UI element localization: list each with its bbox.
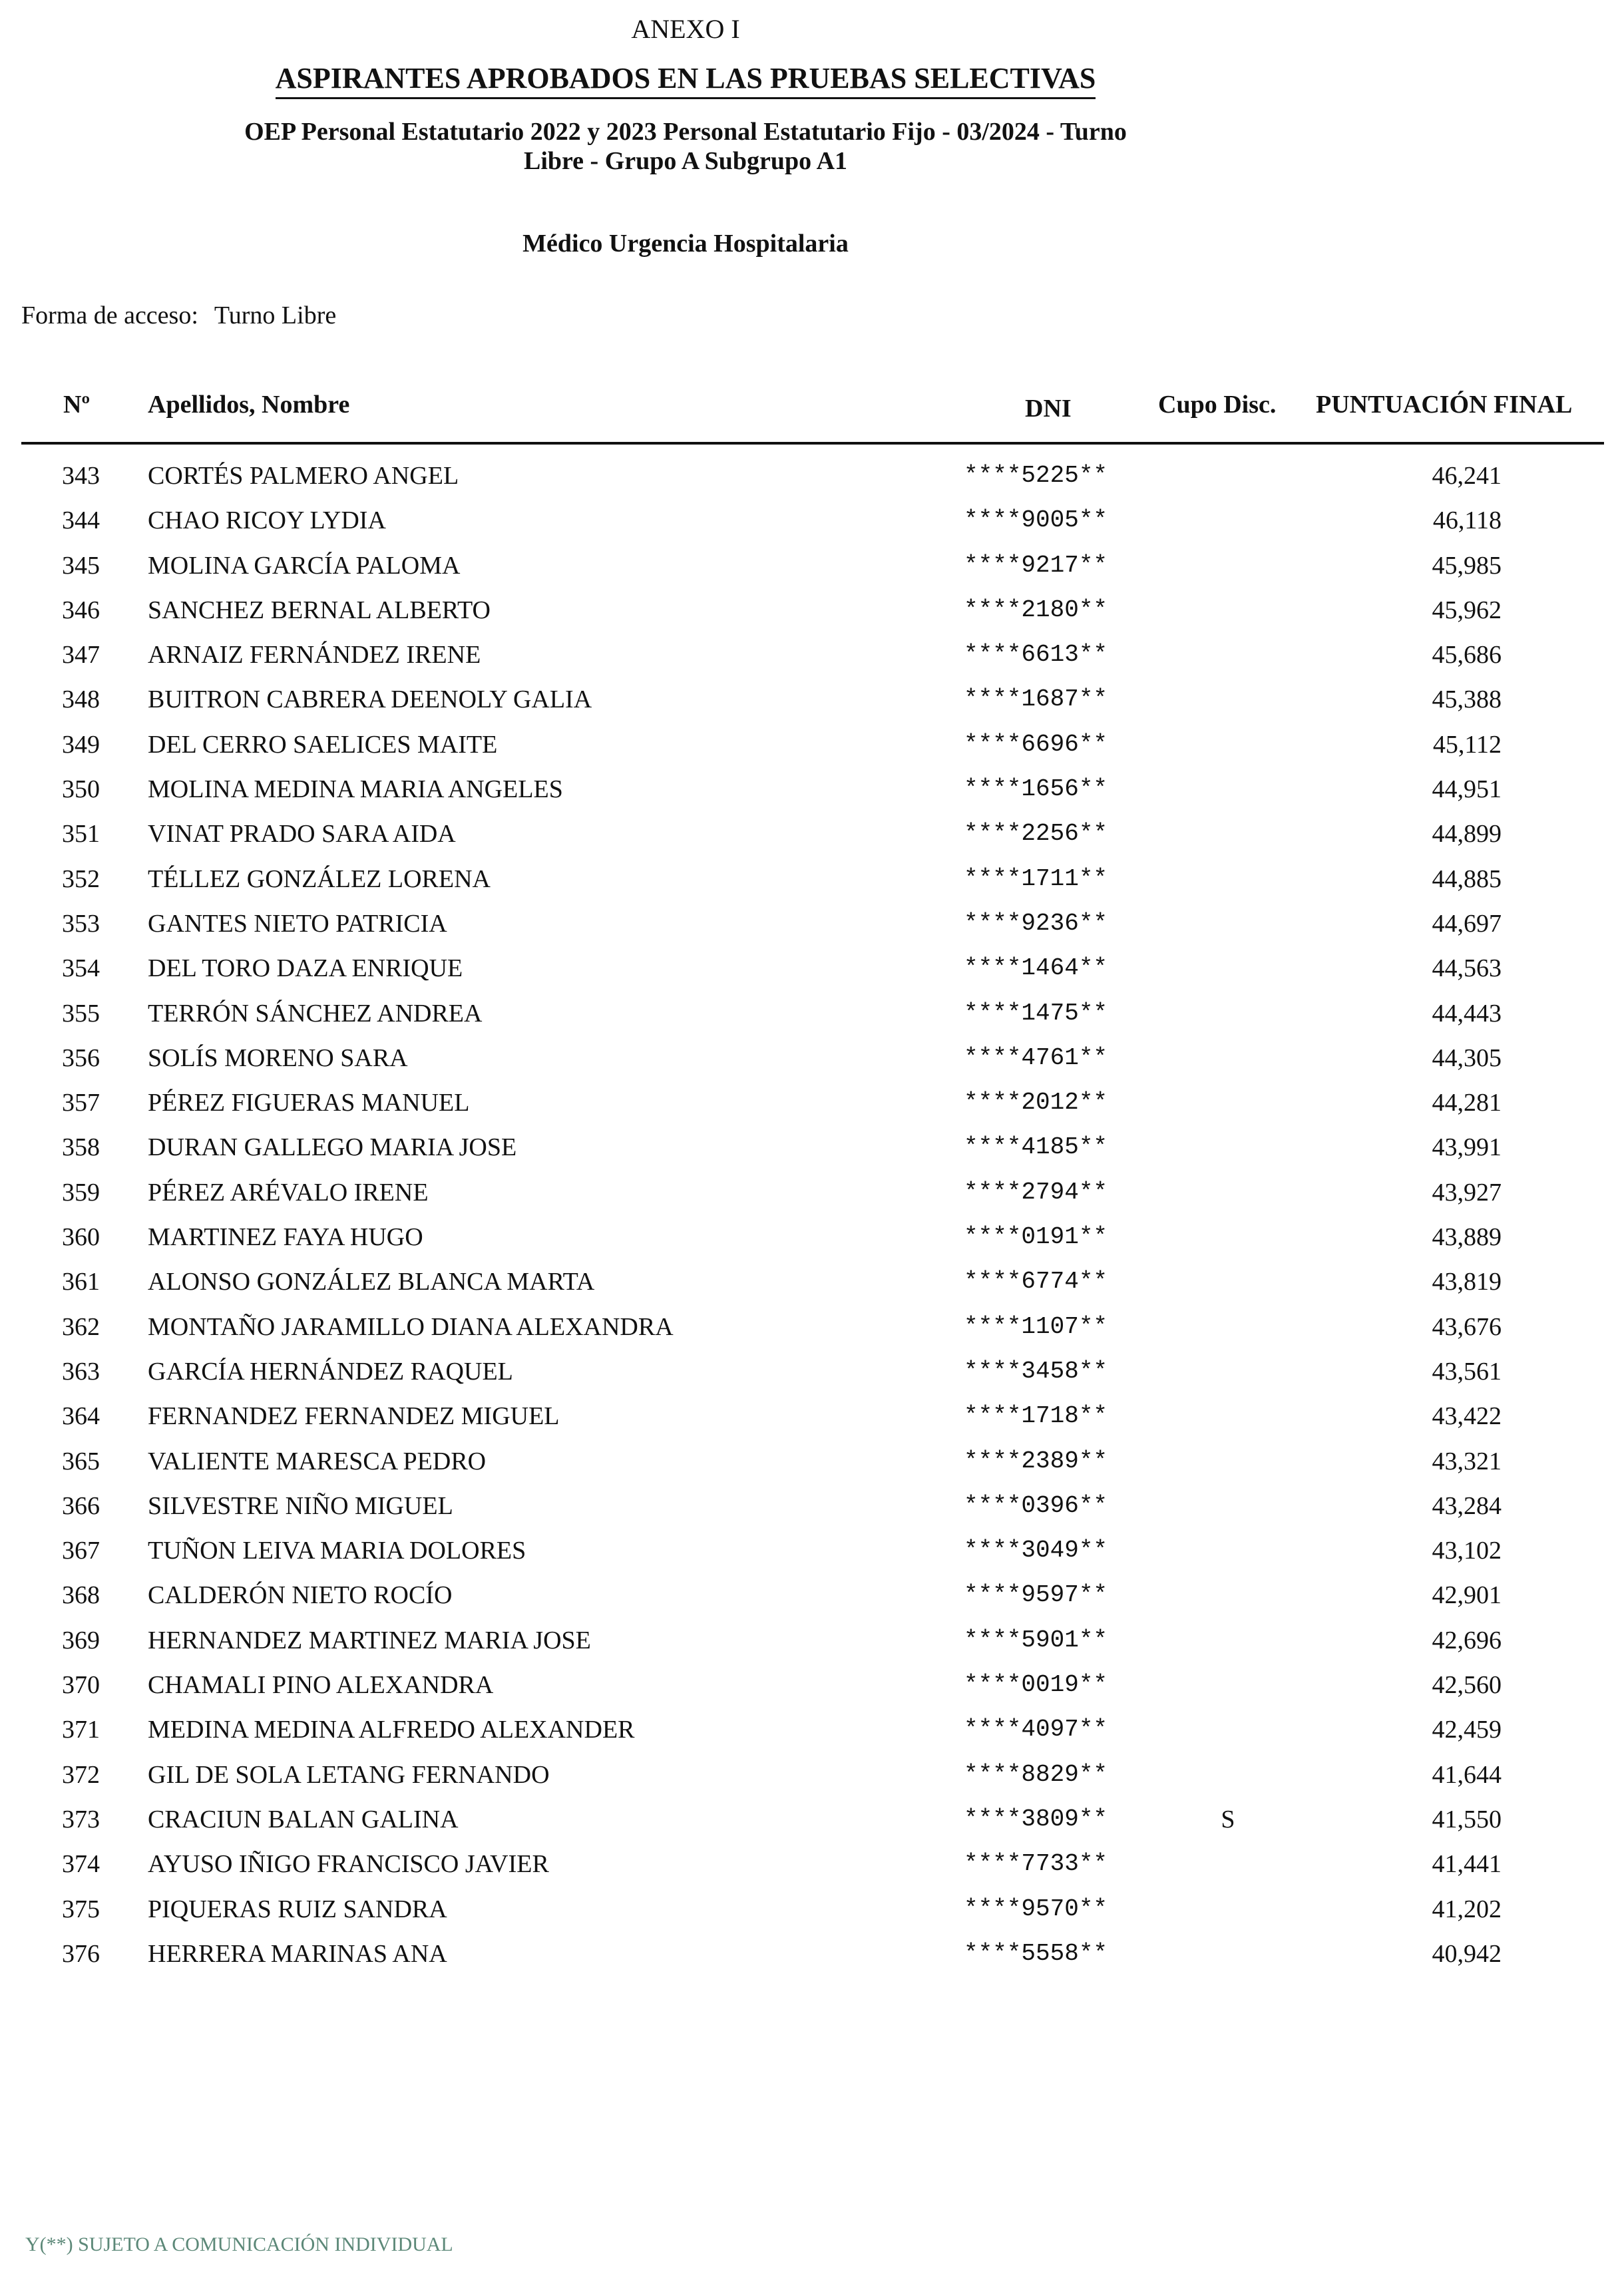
annex-label: ANEXO I	[631, 14, 740, 44]
row-number: 366	[62, 1491, 100, 1520]
row-score: 42,901	[1432, 1581, 1502, 1610]
row-score: 44,899	[1432, 820, 1502, 849]
column-header-score: PUNTUACIÓN FINAL	[1316, 391, 1573, 419]
row-dni: ****5558**	[964, 1939, 1108, 1967]
row-name: ALONSO GONZÁLEZ BLANCA MARTA	[148, 1268, 595, 1296]
header-divider	[21, 442, 1604, 445]
row-score: 44,951	[1432, 775, 1502, 804]
row-name: GARCÍA HERNÁNDEZ RAQUEL	[148, 1357, 513, 1386]
row-name: CHAO RICOY LYDIA	[148, 506, 386, 535]
table-row	[0, 1844, 1624, 1889]
row-score: 44,697	[1432, 909, 1502, 938]
row-number: 361	[62, 1268, 100, 1296]
row-name: MOLINA MEDINA MARIA ANGELES	[148, 775, 563, 804]
row-score: 44,305	[1432, 1044, 1502, 1072]
column-header-cupo: Cupo Disc.	[1158, 391, 1277, 419]
row-number: 353	[62, 909, 100, 938]
row-number: 358	[62, 1133, 100, 1162]
row-score: 44,563	[1432, 954, 1502, 983]
row-number: 362	[62, 1312, 100, 1341]
row-score: 41,644	[1432, 1760, 1502, 1789]
row-name: TUÑON LEIVA MARIA DOLORES	[148, 1537, 526, 1565]
table-row	[0, 1127, 1624, 1172]
row-dni: ****0396**	[964, 1491, 1108, 1519]
table-row	[0, 1038, 1624, 1083]
row-score: 40,942	[1432, 1939, 1502, 1968]
row-number: 347	[62, 641, 100, 669]
row-dni: ****6696**	[964, 730, 1108, 758]
row-dni: ****2180**	[964, 596, 1108, 624]
subtitle-line-2: Libre - Grupo A Subgrupo A1	[523, 147, 848, 175]
row-name: DEL TORO DAZA ENRIQUE	[148, 954, 463, 983]
row-dni: ****3809**	[964, 1805, 1108, 1833]
table-row	[0, 1934, 1624, 1979]
row-score: 43,284	[1432, 1491, 1502, 1520]
access-label: Forma de acceso:	[21, 301, 198, 329]
row-score: 45,686	[1432, 641, 1502, 669]
row-number: 373	[62, 1805, 100, 1833]
row-score: 45,985	[1432, 551, 1502, 580]
row-score: 42,560	[1432, 1671, 1502, 1700]
row-score: 46,118	[1432, 506, 1502, 535]
table-row	[0, 456, 1624, 500]
row-dni: ****5901**	[964, 1626, 1108, 1654]
row-name: CALDERÓN NIETO ROCÍO	[148, 1581, 453, 1610]
row-name: HERRERA MARINAS ANA	[148, 1939, 447, 1968]
table-row	[0, 1217, 1624, 1262]
row-score: 44,443	[1432, 999, 1502, 1028]
row-name: BUITRON CABRERA DEENOLY GALIA	[148, 685, 592, 714]
row-name: GANTES NIETO PATRICIA	[148, 909, 447, 938]
row-dni: ****4097**	[964, 1716, 1108, 1744]
row-dni: ****1711**	[964, 864, 1108, 892]
row-number: 363	[62, 1357, 100, 1386]
row-name: AYUSO IÑIGO FRANCISCO JAVIER	[148, 1850, 549, 1879]
row-name: DEL CERRO SAELICES MAITE	[148, 730, 498, 759]
row-name: MOLINA GARCÍA PALOMA	[148, 551, 461, 580]
row-number: 364	[62, 1402, 100, 1431]
row-dni: ****1475**	[964, 999, 1108, 1027]
row-dni: ****2256**	[964, 820, 1108, 848]
row-dni: ****6613**	[964, 641, 1108, 669]
row-name: MARTINEZ FAYA HUGO	[148, 1223, 423, 1252]
row-score: 45,112	[1432, 730, 1502, 759]
row-number: 345	[62, 551, 100, 580]
row-number: 355	[62, 999, 100, 1028]
row-name: CHAMALI PINO ALEXANDRA	[148, 1671, 494, 1700]
row-dni: ****2012**	[964, 1089, 1108, 1117]
column-header-dni: DNI	[1025, 395, 1072, 423]
table-row	[0, 1665, 1624, 1710]
subtitle-line-1: OEP Personal Estatutario 2022 y 2023 Personal Estatutario Fijo - 03/2024 - Turno	[244, 118, 1127, 146]
row-score: 41,550	[1432, 1805, 1502, 1833]
row-name: PÉREZ ARÉVALO IRENE	[148, 1178, 429, 1207]
table-row	[0, 500, 1624, 545]
row-name: DURAN GALLEGO MARIA JOSE	[148, 1133, 517, 1162]
row-name: MONTAÑO JARAMILLO DIANA ALEXANDRA	[148, 1312, 674, 1341]
row-score: 43,819	[1432, 1268, 1502, 1296]
document-title	[0, 61, 1371, 95]
access-form	[21, 301, 336, 330]
row-dni: ****9597**	[964, 1581, 1108, 1609]
footer-note: Y(**) SUJETO A COMUNICACIÓN INDIVIDUAL	[25, 2233, 453, 2255]
table-row	[0, 1396, 1624, 1441]
access-value: Turno Libre	[214, 301, 337, 329]
row-number: 356	[62, 1044, 100, 1072]
row-name: SILVESTRE NIÑO MIGUEL	[148, 1491, 453, 1520]
row-number: 359	[62, 1178, 100, 1207]
table-row	[0, 590, 1624, 635]
row-name: GIL DE SOLA LETANG FERNANDO	[148, 1760, 550, 1789]
table-row	[0, 1083, 1624, 1127]
results-table	[0, 456, 1624, 1979]
row-dni: ****0019**	[964, 1671, 1108, 1699]
row-name: FERNANDEZ FERNANDEZ MIGUEL	[148, 1402, 560, 1431]
table-row	[0, 1889, 1624, 1934]
row-name: HERNANDEZ MARTINEZ MARIA JOSE	[148, 1626, 591, 1654]
row-number: 371	[62, 1716, 100, 1744]
row-score: 44,281	[1432, 1089, 1502, 1117]
row-score: 46,241	[1432, 462, 1502, 490]
row-dni: ****8829**	[964, 1760, 1108, 1788]
table-row	[0, 1441, 1624, 1486]
row-number: 376	[62, 1939, 100, 1968]
row-dni: ****9217**	[964, 551, 1108, 579]
table-row	[0, 1307, 1624, 1352]
row-number: 344	[62, 506, 100, 535]
row-number: 348	[62, 685, 100, 714]
row-name: PÉREZ FIGUERAS MANUEL	[148, 1089, 470, 1117]
row-dni: ****7733**	[964, 1850, 1108, 1878]
table-row	[0, 859, 1624, 904]
row-number: 354	[62, 954, 100, 983]
row-name: SOLÍS MORENO SARA	[148, 1044, 408, 1072]
row-number: 368	[62, 1581, 100, 1610]
row-dni: ****1656**	[964, 775, 1108, 803]
row-number: 360	[62, 1223, 100, 1252]
row-number: 350	[62, 775, 100, 804]
row-name: VALIENTE MARESCA PEDRO	[148, 1447, 487, 1475]
row-score: 43,102	[1432, 1537, 1502, 1565]
row-number: 365	[62, 1447, 100, 1475]
table-row	[0, 1800, 1624, 1844]
row-dni: ****4761**	[964, 1044, 1108, 1071]
row-number: 369	[62, 1626, 100, 1654]
row-number: 351	[62, 820, 100, 849]
table-row	[0, 1710, 1624, 1754]
row-dni: ****9570**	[964, 1895, 1108, 1923]
row-name: PIQUERAS RUIZ SANDRA	[148, 1895, 447, 1923]
row-dni: ****0191**	[964, 1223, 1108, 1251]
row-dni: ****1464**	[964, 954, 1108, 982]
row-score: 41,441	[1432, 1850, 1502, 1879]
table-row	[0, 679, 1624, 724]
row-number: 346	[62, 596, 100, 624]
table-row	[0, 1352, 1624, 1396]
table-row	[0, 1620, 1624, 1665]
document-title-text: ASPIRANTES APROBADOS EN LAS PRUEBAS SELECTIVAS	[276, 62, 1096, 99]
row-score: 42,459	[1432, 1716, 1502, 1744]
row-score: 45,962	[1432, 596, 1502, 624]
row-name: ARNAIZ FERNÁNDEZ IRENE	[148, 641, 481, 669]
row-score: 43,321	[1432, 1447, 1502, 1475]
row-number: 367	[62, 1537, 100, 1565]
row-dni: ****2389**	[964, 1447, 1108, 1475]
row-dni: ****1718**	[964, 1402, 1108, 1430]
table-row	[0, 1531, 1624, 1575]
table-row	[0, 769, 1624, 814]
row-name: TERRÓN SÁNCHEZ ANDREA	[148, 999, 483, 1028]
table-row	[0, 1262, 1624, 1306]
row-name: VINAT PRADO SARA AIDA	[148, 820, 456, 849]
row-name: CRACIUN BALAN GALINA	[148, 1805, 459, 1833]
table-row	[0, 814, 1624, 858]
row-score: 43,676	[1432, 1312, 1502, 1341]
column-header-number: Nº	[63, 391, 90, 419]
table-row	[0, 635, 1624, 679]
row-number: 349	[62, 730, 100, 759]
row-score: 42,696	[1432, 1626, 1502, 1654]
table-row	[0, 1575, 1624, 1620]
table-row	[0, 1486, 1624, 1531]
row-dni: ****9236**	[964, 909, 1108, 937]
row-score: 43,422	[1432, 1402, 1502, 1431]
row-cupo: S	[1221, 1805, 1235, 1833]
row-number: 352	[62, 864, 100, 893]
row-name: SANCHEZ BERNAL ALBERTO	[148, 596, 491, 624]
table-row	[0, 994, 1624, 1038]
row-score: 43,889	[1432, 1223, 1502, 1252]
document-subtitle	[0, 117, 1371, 176]
table-row	[0, 948, 1624, 993]
row-score: 41,202	[1432, 1895, 1502, 1923]
row-score: 43,927	[1432, 1178, 1502, 1207]
table-row	[0, 1755, 1624, 1800]
row-dni: ****2794**	[964, 1178, 1108, 1206]
row-dni: ****3458**	[964, 1357, 1108, 1385]
row-number: 375	[62, 1895, 100, 1923]
table-row	[0, 1173, 1624, 1217]
row-number: 343	[62, 462, 100, 490]
row-dni: ****3049**	[964, 1537, 1108, 1565]
row-score: 43,561	[1432, 1357, 1502, 1386]
row-dni: ****1107**	[964, 1312, 1108, 1340]
row-score: 45,388	[1432, 685, 1502, 714]
row-number: 357	[62, 1089, 100, 1117]
row-number: 372	[62, 1760, 100, 1789]
specialty-title: Médico Urgencia Hospitalaria	[522, 230, 849, 258]
row-score: 44,885	[1432, 864, 1502, 893]
row-name: CORTÉS PALMERO ANGEL	[148, 462, 459, 490]
row-dni: ****1687**	[964, 685, 1108, 713]
row-name: TÉLLEZ GONZÁLEZ LORENA	[148, 864, 491, 893]
row-dni: ****9005**	[964, 506, 1108, 534]
table-row	[0, 904, 1624, 948]
row-dni: ****4185**	[964, 1133, 1108, 1161]
row-name: MEDINA MEDINA ALFREDO ALEXANDER	[148, 1716, 635, 1744]
table-row	[0, 725, 1624, 769]
row-score: 43,991	[1432, 1133, 1502, 1162]
row-dni: ****5225**	[964, 462, 1108, 489]
row-number: 374	[62, 1850, 100, 1879]
column-header-name: Apellidos, Nombre	[148, 391, 350, 419]
row-dni: ****6774**	[964, 1268, 1108, 1296]
row-number: 370	[62, 1671, 100, 1700]
table-row	[0, 546, 1624, 590]
